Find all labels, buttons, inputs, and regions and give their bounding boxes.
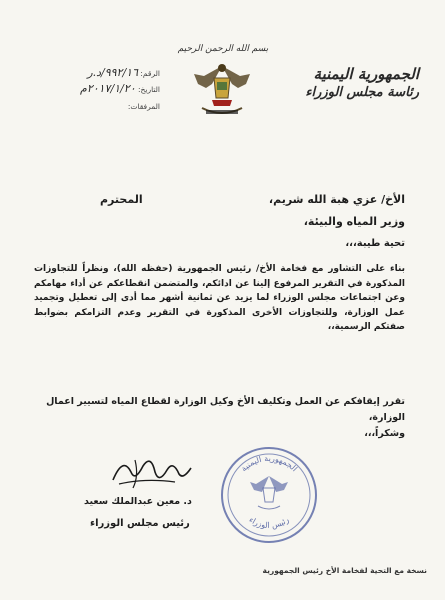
reference-date-value: ٢٠١٧/١/٢٠م [80,82,136,95]
letter-body: بناء على التشاور مع فخامة الأخ/ رئيس الجمهورية (حفظه الله)، ونظراً للتجاوزات المذكورة في التقرير المرفوع إلينا عن ادائكم، والمتضمن انقطاعكم عن أداء مهامكم وعن اجتماعات مجلس الوزراء لما يزيد عن ثمانية أشهر مما أدى إلى تعطيل وتجميد عمل الوزارة، وللتجاوزات الأخرى المذكورة في التقرير وعدم التزامكم بضوابط صفتكم الرسمية،، [34,264,405,333]
letter-decision-block [22,394,405,442]
letterhead-country: الجمهورية اليمنية [313,65,419,83]
eagle-emblem-icon [188,58,256,122]
letter-decision: تقرر إيقافكم عن العمل وتكليف الأخ وكيل الوزارة لقطاع المياه لتسيير اعمال الوزارة، [46,396,405,423]
signature-icon [105,450,195,492]
reference-attachments [10,102,160,111]
signer-name: د. معين عبدالملك سعيد [84,496,192,507]
reference-attachments-label: المرفقات: [127,102,160,111]
letter-honorific: المحترم [100,193,143,206]
letter-ministry: وزير المياه والبيئة، [303,215,405,228]
reference-number-label: الرقم: [140,69,160,78]
official-stamp-icon [218,444,320,546]
letter-thanks: وشكراً،،، [364,428,405,439]
reference-number-value: ٩٩٢/١٦/د.ر [87,66,138,79]
letter-greeting: تحية طيبة،،، [345,238,405,249]
basmala: بسم الله الرحمن الرحيم [177,44,269,54]
stamp-top-text: الجمهورية اليمنية [239,453,300,474]
reference-date-label: التاريخ: [138,85,160,94]
stamp-bottom-text: رئيس الوزراء [247,515,291,531]
letter-addressee: الأخ/ عزي هبة الله شريم، [268,193,405,206]
letterhead-cabinet: رئاسة مجلس الوزراء [305,85,419,100]
letterhead-office [269,64,419,102]
reference-number [10,66,160,79]
signer-title: رئيس مجلس الوزراء [90,518,190,529]
copy-to-note: نسخة مع التحية لفخامة الأخ رئيس الجمهورية [262,566,427,575]
reference-date [10,82,160,95]
